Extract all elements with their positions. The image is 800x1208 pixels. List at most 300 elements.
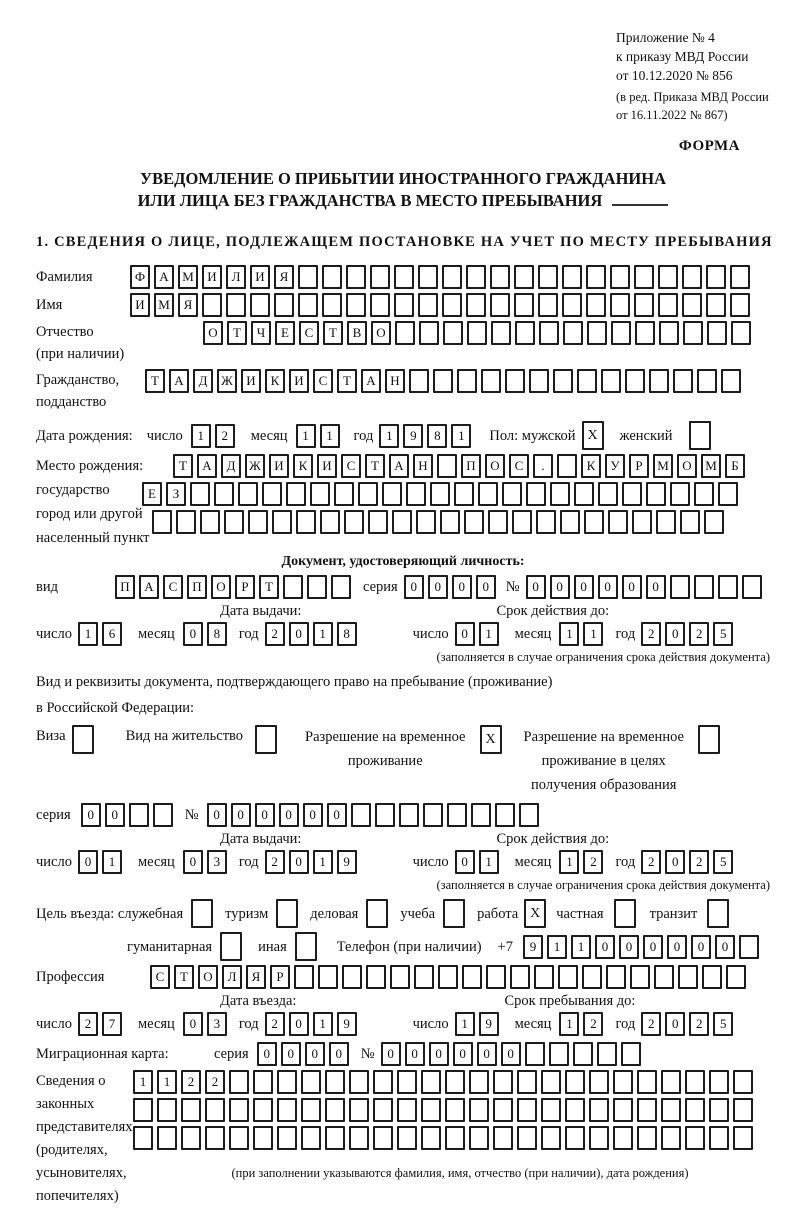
res-number-cell[interactable]: 0 xyxy=(279,803,299,827)
mig-number-cell[interactable] xyxy=(597,1042,617,1066)
legal-reps-cell[interactable] xyxy=(493,1098,513,1122)
legal-reps-cell[interactable] xyxy=(613,1070,633,1094)
birth-year-cell[interactable]: 1 xyxy=(451,424,471,448)
id-valid-day-cell[interactable]: 0 xyxy=(455,622,475,646)
patronymic-cell[interactable] xyxy=(635,321,655,345)
res-number-cell[interactable]: 0 xyxy=(255,803,275,827)
birth-place-cell[interactable]: Н xyxy=(413,454,433,478)
stay-year-cell[interactable]: 2 xyxy=(641,1012,661,1036)
legal-reps-cell[interactable] xyxy=(493,1070,513,1094)
doc-series-cell[interactable]: 0 xyxy=(428,575,448,599)
doc-number-cell[interactable]: 0 xyxy=(598,575,618,599)
name-cell[interactable] xyxy=(634,293,654,317)
doc-number-cell[interactable]: 0 xyxy=(550,575,570,599)
legal-reps-cell[interactable] xyxy=(733,1070,753,1094)
birth-place-cell[interactable] xyxy=(334,482,354,506)
surname-cell[interactable] xyxy=(706,265,726,289)
mig-series-cell[interactable]: 0 xyxy=(305,1042,325,1066)
citizenship-cell[interactable] xyxy=(577,369,597,393)
mig-number-cell[interactable]: 0 xyxy=(477,1042,497,1066)
profession-cell[interactable] xyxy=(318,965,338,989)
id-valid-month-cell[interactable]: 1 xyxy=(559,622,579,646)
patronymic-cell[interactable]: Е xyxy=(275,321,295,345)
entry-day-cell[interactable]: 2 xyxy=(78,1012,98,1036)
legal-reps-cell[interactable] xyxy=(733,1098,753,1122)
legal-reps-cell[interactable] xyxy=(253,1126,273,1150)
doc-number-cell[interactable]: 0 xyxy=(526,575,546,599)
birth-place-cell[interactable]: Р xyxy=(629,454,649,478)
entry-day-cell[interactable]: 7 xyxy=(102,1012,122,1036)
legal-reps-cell[interactable]: 1 xyxy=(133,1070,153,1094)
id-valid-year-cell[interactable]: 2 xyxy=(689,622,709,646)
surname-cell[interactable] xyxy=(658,265,678,289)
birth-place-cell[interactable]: О xyxy=(485,454,505,478)
surname-cell[interactable] xyxy=(634,265,654,289)
birth-place-cell[interactable]: З xyxy=(166,482,186,506)
res-series-cell[interactable]: 0 xyxy=(105,803,125,827)
birth-place-cell[interactable] xyxy=(488,510,508,534)
legal-reps-cell[interactable] xyxy=(661,1070,681,1094)
citizenship-cell[interactable] xyxy=(721,369,741,393)
patronymic-cell[interactable] xyxy=(611,321,631,345)
birth-place-cell[interactable] xyxy=(718,482,738,506)
birth-place-cell[interactable] xyxy=(574,482,594,506)
res-valid-year-cell[interactable]: 2 xyxy=(641,850,661,874)
name-cell[interactable]: Я xyxy=(178,293,198,317)
doc-series-cell[interactable]: 0 xyxy=(404,575,424,599)
name-cell[interactable] xyxy=(706,293,726,317)
name-cell[interactable] xyxy=(202,293,222,317)
legal-reps-cell[interactable] xyxy=(421,1126,441,1150)
doc-kind-cell[interactable]: Р xyxy=(235,575,255,599)
legal-reps-cell[interactable] xyxy=(445,1126,465,1150)
patronymic-cell[interactable]: В xyxy=(347,321,367,345)
doc-number-cell[interactable] xyxy=(718,575,738,599)
patronymic-cell[interactable]: С xyxy=(299,321,319,345)
birth-place-cell[interactable] xyxy=(152,510,172,534)
purpose-study-checkbox[interactable] xyxy=(443,899,465,928)
citizenship-cell[interactable] xyxy=(649,369,669,393)
birth-place-cell[interactable] xyxy=(392,510,412,534)
doc-kind-cell[interactable]: П xyxy=(187,575,207,599)
legal-reps-cell[interactable] xyxy=(517,1126,537,1150)
birth-place-cell[interactable] xyxy=(320,510,340,534)
surname-cell[interactable] xyxy=(514,265,534,289)
legal-reps-cell[interactable] xyxy=(397,1098,417,1122)
surname-cell[interactable]: Ф xyxy=(130,265,150,289)
profession-cell[interactable] xyxy=(438,965,458,989)
patronymic-cell[interactable] xyxy=(539,321,559,345)
legal-reps-cell[interactable] xyxy=(445,1070,465,1094)
res-number-cell[interactable] xyxy=(495,803,515,827)
birth-place-cell[interactable] xyxy=(622,482,642,506)
legal-reps-cell[interactable] xyxy=(229,1070,249,1094)
birth-place-cell[interactable] xyxy=(670,482,690,506)
legal-reps-cell[interactable] xyxy=(277,1126,297,1150)
surname-cell[interactable] xyxy=(562,265,582,289)
legal-reps-cell[interactable] xyxy=(205,1126,225,1150)
legal-reps-cell[interactable] xyxy=(493,1126,513,1150)
stay-year-cell[interactable]: 2 xyxy=(689,1012,709,1036)
birth-place-cell[interactable]: Е xyxy=(142,482,162,506)
res-number-cell[interactable] xyxy=(399,803,419,827)
name-cell[interactable] xyxy=(346,293,366,317)
name-cell[interactable] xyxy=(610,293,630,317)
id-valid-year-cell[interactable]: 0 xyxy=(665,622,685,646)
birth-place-cell[interactable] xyxy=(200,510,220,534)
citizenship-cell[interactable] xyxy=(529,369,549,393)
name-cell[interactable] xyxy=(298,293,318,317)
birth-year-cell[interactable]: 8 xyxy=(427,424,447,448)
res-number-cell[interactable] xyxy=(519,803,539,827)
birth-place-cell[interactable] xyxy=(598,482,618,506)
patronymic-cell[interactable] xyxy=(707,321,727,345)
birth-place-cell[interactable] xyxy=(437,454,457,478)
res-number-cell[interactable]: 0 xyxy=(303,803,323,827)
profession-cell[interactable]: Л xyxy=(222,965,242,989)
surname-cell[interactable]: М xyxy=(178,265,198,289)
legal-reps-cell[interactable] xyxy=(229,1126,249,1150)
profession-cell[interactable] xyxy=(630,965,650,989)
surname-cell[interactable] xyxy=(442,265,462,289)
birth-place-cell[interactable] xyxy=(632,510,652,534)
res-series-cell[interactable] xyxy=(153,803,173,827)
phone-cell[interactable]: 0 xyxy=(667,935,687,959)
birth-place-cell[interactable]: Д xyxy=(221,454,241,478)
purpose-official-checkbox[interactable] xyxy=(191,899,213,928)
legal-reps-cell[interactable] xyxy=(277,1070,297,1094)
res-issue-month-cell[interactable]: 3 xyxy=(207,850,227,874)
id-valid-year-cell[interactable]: 5 xyxy=(713,622,733,646)
legal-reps-cell[interactable] xyxy=(565,1098,585,1122)
surname-cell[interactable]: Л xyxy=(226,265,246,289)
profession-cell[interactable] xyxy=(510,965,530,989)
patronymic-cell[interactable] xyxy=(491,321,511,345)
phone-cell[interactable]: 1 xyxy=(571,935,591,959)
birth-place-cell[interactable] xyxy=(584,510,604,534)
birth-place-cell[interactable]: Т xyxy=(173,454,193,478)
surname-cell[interactable] xyxy=(490,265,510,289)
surname-cell[interactable] xyxy=(586,265,606,289)
purpose-transit-checkbox[interactable] xyxy=(707,899,729,928)
birth-place-cell[interactable]: С xyxy=(509,454,529,478)
patronymic-cell[interactable] xyxy=(659,321,679,345)
citizenship-cell[interactable]: Н xyxy=(385,369,405,393)
profession-cell[interactable] xyxy=(366,965,386,989)
birth-day-cell[interactable]: 2 xyxy=(215,424,235,448)
res-issue-year-cell[interactable]: 2 xyxy=(265,850,285,874)
mig-number-cell[interactable]: 0 xyxy=(405,1042,425,1066)
doc-kind-cell[interactable]: Т xyxy=(259,575,279,599)
birth-place-cell[interactable] xyxy=(704,510,724,534)
legal-reps-cell[interactable] xyxy=(301,1070,321,1094)
mig-number-cell[interactable] xyxy=(621,1042,641,1066)
name-cell[interactable] xyxy=(658,293,678,317)
profession-cell[interactable]: С xyxy=(150,965,170,989)
res-issue-day-cell[interactable]: 1 xyxy=(102,850,122,874)
birth-place-cell[interactable]: С xyxy=(341,454,361,478)
legal-reps-cell[interactable]: 2 xyxy=(181,1070,201,1094)
mig-number-cell[interactable]: 0 xyxy=(453,1042,473,1066)
res-valid-year-cell[interactable]: 2 xyxy=(689,850,709,874)
legal-reps-cell[interactable] xyxy=(349,1098,369,1122)
surname-cell[interactable] xyxy=(298,265,318,289)
legal-reps-cell[interactable] xyxy=(469,1098,489,1122)
phone-cell[interactable]: 9 xyxy=(523,935,543,959)
legal-reps-cell[interactable] xyxy=(541,1070,561,1094)
citizenship-cell[interactable]: Т xyxy=(337,369,357,393)
id-issue-year-cell[interactable]: 2 xyxy=(265,622,285,646)
mig-number-cell[interactable]: 0 xyxy=(501,1042,521,1066)
birth-day-cell[interactable]: 1 xyxy=(191,424,211,448)
legal-reps-cell[interactable] xyxy=(709,1098,729,1122)
patronymic-cell[interactable]: Т xyxy=(323,321,343,345)
id-issue-day-cell[interactable]: 6 xyxy=(102,622,122,646)
id-valid-year-cell[interactable]: 2 xyxy=(641,622,661,646)
birth-place-cell[interactable] xyxy=(382,482,402,506)
edu-permit-checkbox[interactable] xyxy=(698,725,720,754)
citizenship-cell[interactable] xyxy=(505,369,525,393)
citizenship-cell[interactable] xyxy=(673,369,693,393)
id-issue-year-cell[interactable]: 0 xyxy=(289,622,309,646)
mig-number-cell[interactable] xyxy=(549,1042,569,1066)
birth-place-cell[interactable] xyxy=(478,482,498,506)
entry-year-cell[interactable]: 2 xyxy=(265,1012,285,1036)
name-cell[interactable] xyxy=(514,293,534,317)
surname-cell[interactable] xyxy=(730,265,750,289)
res-valid-month-cell[interactable]: 1 xyxy=(559,850,579,874)
doc-kind-cell[interactable] xyxy=(283,575,303,599)
name-cell[interactable] xyxy=(490,293,510,317)
legal-reps-cell[interactable] xyxy=(589,1070,609,1094)
legal-reps-cell[interactable] xyxy=(613,1098,633,1122)
profession-cell[interactable] xyxy=(558,965,578,989)
birth-place-cell[interactable] xyxy=(416,510,436,534)
entry-month-cell[interactable]: 0 xyxy=(183,1012,203,1036)
citizenship-cell[interactable]: Д xyxy=(193,369,213,393)
legal-reps-cell[interactable] xyxy=(301,1126,321,1150)
res-series-cell[interactable]: 0 xyxy=(81,803,101,827)
mig-series-cell[interactable]: 0 xyxy=(329,1042,349,1066)
surname-cell[interactable] xyxy=(538,265,558,289)
purpose-other-checkbox[interactable] xyxy=(295,932,317,961)
doc-number-cell[interactable]: 0 xyxy=(622,575,642,599)
citizenship-cell[interactable] xyxy=(409,369,429,393)
patronymic-cell[interactable]: Т xyxy=(227,321,247,345)
name-cell[interactable] xyxy=(322,293,342,317)
birth-place-cell[interactable] xyxy=(536,510,556,534)
profession-cell[interactable]: Я xyxy=(246,965,266,989)
birth-place-cell[interactable] xyxy=(368,510,388,534)
birth-place-cell[interactable] xyxy=(224,510,244,534)
patronymic-cell[interactable] xyxy=(395,321,415,345)
res-valid-year-cell[interactable]: 5 xyxy=(713,850,733,874)
citizenship-cell[interactable]: А xyxy=(169,369,189,393)
birth-year-cell[interactable]: 9 xyxy=(403,424,423,448)
id-issue-month-cell[interactable]: 0 xyxy=(183,622,203,646)
doc-kind-cell[interactable]: П xyxy=(115,575,135,599)
legal-reps-cell[interactable] xyxy=(421,1098,441,1122)
res-issue-year-cell[interactable]: 1 xyxy=(313,850,333,874)
profession-cell[interactable] xyxy=(462,965,482,989)
phone-cell[interactable]: 0 xyxy=(619,935,639,959)
citizenship-cell[interactable]: Ж xyxy=(217,369,237,393)
birth-place-cell[interactable] xyxy=(608,510,628,534)
legal-reps-cell[interactable] xyxy=(541,1126,561,1150)
name-cell[interactable] xyxy=(418,293,438,317)
surname-cell[interactable] xyxy=(682,265,702,289)
entry-year-cell[interactable]: 0 xyxy=(289,1012,309,1036)
birth-place-cell[interactable] xyxy=(430,482,450,506)
birth-place-cell[interactable] xyxy=(680,510,700,534)
entry-year-cell[interactable]: 9 xyxy=(337,1012,357,1036)
res-number-cell[interactable] xyxy=(471,803,491,827)
res-valid-year-cell[interactable]: 0 xyxy=(665,850,685,874)
id-valid-day-cell[interactable]: 1 xyxy=(479,622,499,646)
legal-reps-cell[interactable] xyxy=(349,1126,369,1150)
birth-place-cell[interactable] xyxy=(358,482,378,506)
legal-reps-cell[interactable] xyxy=(325,1098,345,1122)
purpose-work-checkbox[interactable]: X xyxy=(524,899,546,928)
legal-reps-cell[interactable] xyxy=(157,1098,177,1122)
legal-reps-cell[interactable] xyxy=(181,1098,201,1122)
birth-place-cell[interactable] xyxy=(440,510,460,534)
patronymic-cell[interactable] xyxy=(467,321,487,345)
birth-place-cell[interactable] xyxy=(646,482,666,506)
birth-place-cell[interactable]: У xyxy=(605,454,625,478)
legal-reps-cell[interactable] xyxy=(685,1070,705,1094)
legal-reps-cell[interactable] xyxy=(613,1126,633,1150)
name-cell[interactable] xyxy=(730,293,750,317)
birth-place-cell[interactable] xyxy=(238,482,258,506)
legal-reps-cell[interactable] xyxy=(637,1126,657,1150)
profession-cell[interactable] xyxy=(702,965,722,989)
birth-place-cell[interactable]: И xyxy=(269,454,289,478)
birth-place-cell[interactable]: Ж xyxy=(245,454,265,478)
legal-reps-cell[interactable] xyxy=(685,1126,705,1150)
legal-reps-cell[interactable] xyxy=(373,1098,393,1122)
res-valid-day-cell[interactable]: 1 xyxy=(479,850,499,874)
birth-place-cell[interactable]: П xyxy=(461,454,481,478)
doc-series-cell[interactable]: 0 xyxy=(476,575,496,599)
citizenship-cell[interactable] xyxy=(553,369,573,393)
legal-reps-cell[interactable] xyxy=(373,1126,393,1150)
legal-reps-cell[interactable] xyxy=(349,1070,369,1094)
legal-reps-cell[interactable] xyxy=(133,1126,153,1150)
profession-cell[interactable]: О xyxy=(198,965,218,989)
surname-cell[interactable] xyxy=(610,265,630,289)
res-valid-month-cell[interactable]: 2 xyxy=(583,850,603,874)
birth-place-cell[interactable] xyxy=(560,510,580,534)
birth-place-cell[interactable] xyxy=(344,510,364,534)
legal-reps-cell[interactable] xyxy=(517,1098,537,1122)
birth-place-cell[interactable] xyxy=(248,510,268,534)
profession-cell[interactable] xyxy=(414,965,434,989)
patronymic-cell[interactable] xyxy=(419,321,439,345)
name-cell[interactable] xyxy=(370,293,390,317)
mig-number-cell[interactable] xyxy=(573,1042,593,1066)
res-valid-day-cell[interactable]: 0 xyxy=(455,850,475,874)
legal-reps-cell[interactable] xyxy=(373,1070,393,1094)
birth-place-cell[interactable] xyxy=(286,482,306,506)
id-issue-day-cell[interactable]: 1 xyxy=(78,622,98,646)
surname-cell[interactable] xyxy=(418,265,438,289)
legal-reps-cell[interactable] xyxy=(733,1126,753,1150)
surname-cell[interactable]: И xyxy=(250,265,270,289)
birth-place-cell[interactable]: О xyxy=(677,454,697,478)
patronymic-cell[interactable] xyxy=(515,321,535,345)
birth-year-cell[interactable]: 1 xyxy=(379,424,399,448)
legal-reps-cell[interactable] xyxy=(253,1098,273,1122)
doc-number-cell[interactable] xyxy=(694,575,714,599)
res-number-cell[interactable]: 0 xyxy=(207,803,227,827)
legal-reps-cell[interactable] xyxy=(421,1070,441,1094)
legal-reps-cell[interactable]: 1 xyxy=(157,1070,177,1094)
citizenship-cell[interactable]: И xyxy=(289,369,309,393)
legal-reps-cell[interactable] xyxy=(541,1098,561,1122)
surname-cell[interactable] xyxy=(346,265,366,289)
purpose-tourism-checkbox[interactable] xyxy=(276,899,298,928)
profession-cell[interactable] xyxy=(486,965,506,989)
sex-female-checkbox[interactable] xyxy=(689,421,711,450)
doc-kind-cell[interactable]: О xyxy=(211,575,231,599)
birth-place-cell[interactable] xyxy=(512,510,532,534)
legal-reps-cell[interactable] xyxy=(445,1098,465,1122)
profession-cell[interactable] xyxy=(390,965,410,989)
phone-cell[interactable]: 0 xyxy=(595,935,615,959)
id-issue-month-cell[interactable]: 8 xyxy=(207,622,227,646)
legal-reps-cell[interactable] xyxy=(205,1098,225,1122)
legal-reps-cell[interactable] xyxy=(325,1126,345,1150)
legal-reps-cell[interactable] xyxy=(709,1070,729,1094)
legal-reps-cell[interactable] xyxy=(181,1126,201,1150)
surname-cell[interactable] xyxy=(370,265,390,289)
legal-reps-cell[interactable] xyxy=(397,1126,417,1150)
doc-number-cell[interactable]: 0 xyxy=(646,575,666,599)
citizenship-cell[interactable]: А xyxy=(361,369,381,393)
name-cell[interactable] xyxy=(442,293,462,317)
profession-cell[interactable]: Р xyxy=(270,965,290,989)
profession-cell[interactable] xyxy=(534,965,554,989)
res-issue-year-cell[interactable]: 9 xyxy=(337,850,357,874)
patronymic-cell[interactable] xyxy=(587,321,607,345)
legal-reps-cell[interactable] xyxy=(517,1070,537,1094)
profession-cell[interactable] xyxy=(342,965,362,989)
entry-month-cell[interactable]: 3 xyxy=(207,1012,227,1036)
phone-cell[interactable]: 0 xyxy=(715,935,735,959)
birth-place-cell[interactable] xyxy=(550,482,570,506)
birth-place-cell[interactable] xyxy=(502,482,522,506)
birth-place-cell[interactable] xyxy=(406,482,426,506)
res-issue-month-cell[interactable]: 0 xyxy=(183,850,203,874)
legal-reps-cell[interactable] xyxy=(589,1098,609,1122)
name-cell[interactable]: И xyxy=(130,293,150,317)
name-cell[interactable] xyxy=(394,293,414,317)
birth-place-cell[interactable]: А xyxy=(197,454,217,478)
name-cell[interactable] xyxy=(466,293,486,317)
legal-reps-cell[interactable] xyxy=(277,1098,297,1122)
res-number-cell[interactable]: 0 xyxy=(327,803,347,827)
citizenship-cell[interactable] xyxy=(433,369,453,393)
temp-permit-checkbox[interactable]: X xyxy=(480,725,502,754)
birth-place-cell[interactable] xyxy=(526,482,546,506)
citizenship-cell[interactable] xyxy=(481,369,501,393)
surname-cell[interactable]: А xyxy=(154,265,174,289)
mig-series-cell[interactable]: 0 xyxy=(281,1042,301,1066)
mig-number-cell[interactable]: 0 xyxy=(381,1042,401,1066)
birth-place-cell[interactable]: М xyxy=(701,454,721,478)
name-cell[interactable] xyxy=(226,293,246,317)
